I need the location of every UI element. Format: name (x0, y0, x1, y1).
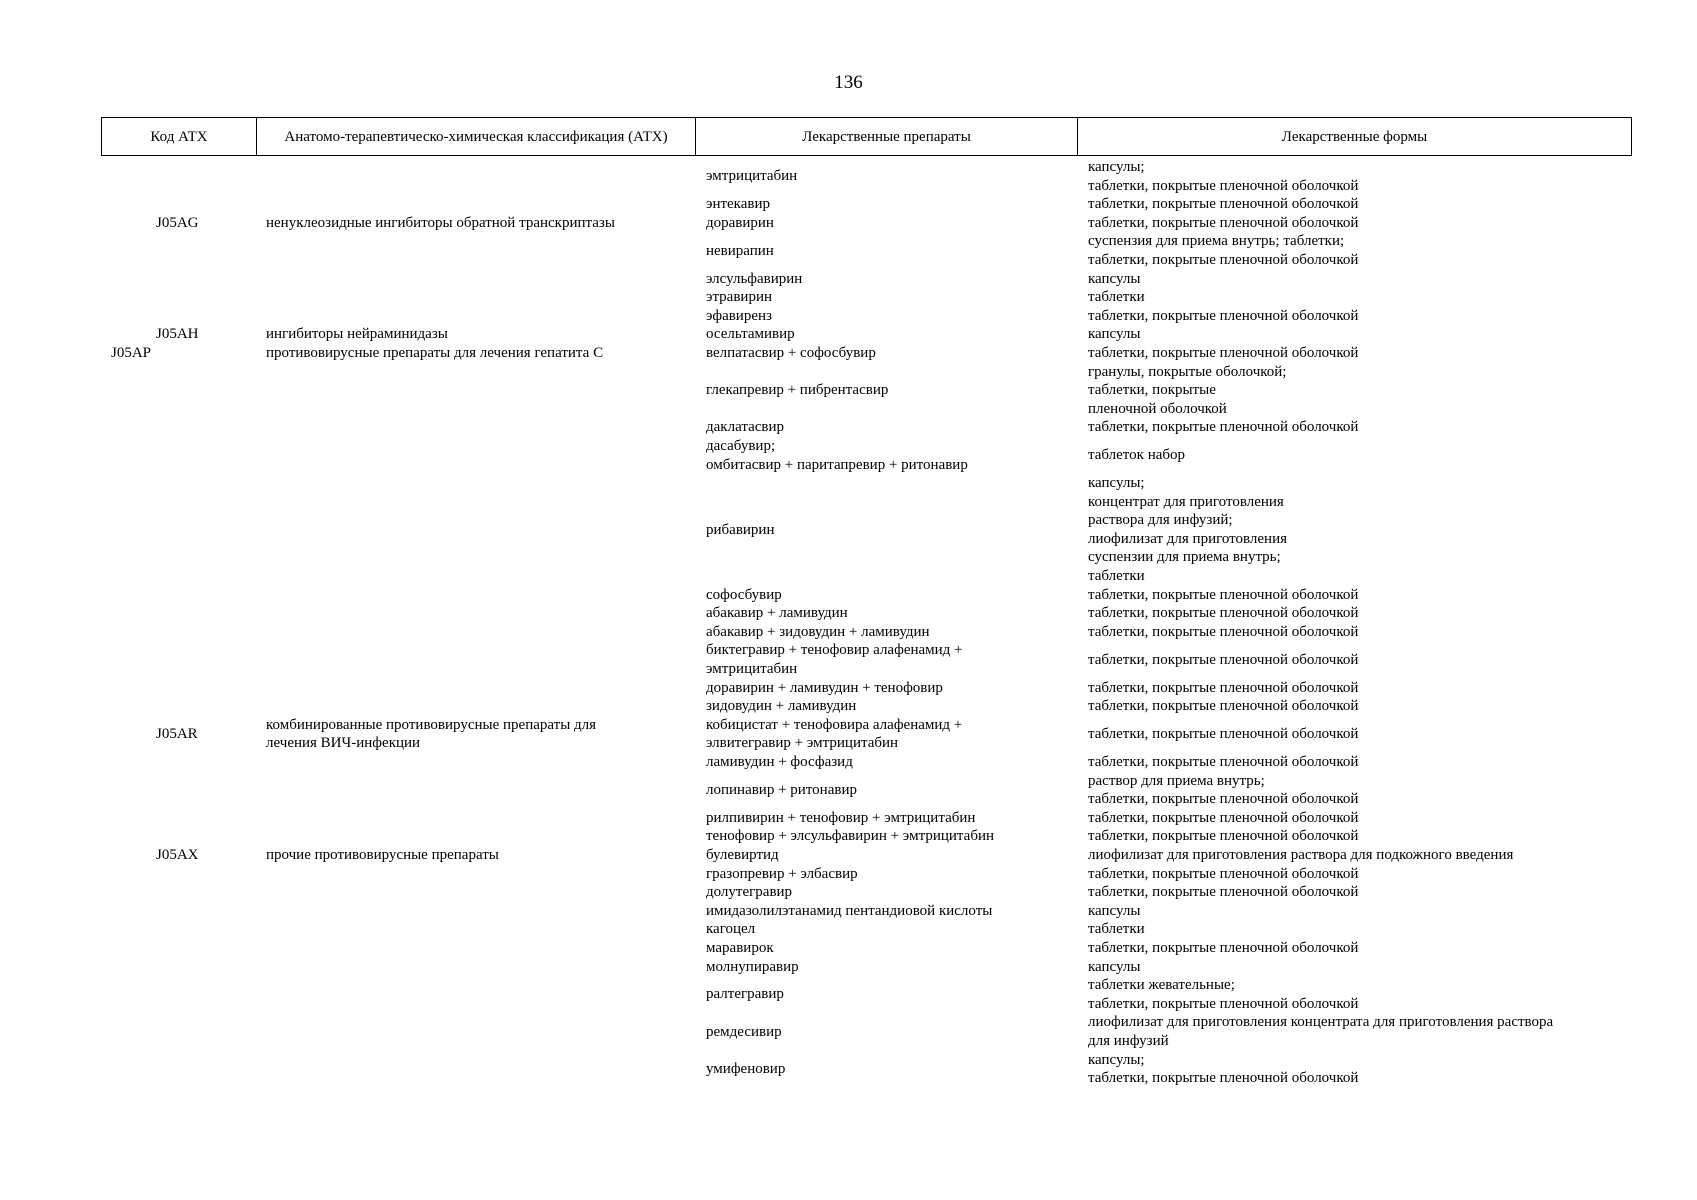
drug-name: глекапревир + пибрентасвир (706, 382, 889, 399)
atc-classification-text: прочие противовирусные препараты (266, 846, 499, 863)
atc-code: J05AG (156, 214, 199, 231)
atc-code: J05AX (156, 846, 199, 863)
atc-classification-cell (256, 214, 695, 233)
dosage-form-text: таблетки, покрытые пленочной оболочкой (1088, 791, 1359, 808)
drug-name: велпатасвир + софосбувир (706, 344, 876, 361)
drug-name: энтекавир (706, 196, 771, 213)
table-row (101, 344, 1632, 363)
dosage-form-text: пленочной оболочкой (1088, 400, 1227, 417)
drug-cell (695, 865, 1077, 884)
dosage-form-text: таблетки, покрытые пленочной оболочкой (1088, 939, 1359, 956)
dosage-form-cell (1077, 158, 1632, 195)
drug-cell (695, 846, 1077, 865)
drug-name: биктегравир + тенофовир алафенамид + (706, 642, 963, 659)
drug-cell (695, 214, 1077, 233)
table-row (101, 716, 1632, 753)
dosage-form-cell (1077, 307, 1632, 326)
dosage-form-cell (1077, 288, 1632, 307)
atc-code: J05AP (111, 344, 152, 361)
drug-cell (695, 697, 1077, 716)
drug-cell (695, 809, 1077, 828)
atc-classification-text: лечения ВИЧ-инфекции (266, 735, 421, 752)
drug-cell (695, 344, 1077, 363)
table-row (101, 846, 1632, 865)
dosage-form-cell (1077, 586, 1632, 605)
page-number: 136 (834, 72, 863, 93)
dosage-form-text: суспензия для приема внутрь; таблетки; (1088, 233, 1345, 250)
dosage-form-text: таблетки, покрытые пленочной оболочкой (1088, 828, 1359, 845)
atc-classification-cell (256, 846, 695, 865)
dosage-form-text: капсулы (1088, 958, 1141, 975)
drug-name: эмтрицитабин (706, 168, 798, 185)
dosage-form-text: таблетки, покрытые пленочной оболочкой (1088, 251, 1359, 268)
drug-name: зидовудин + ламивудин (706, 698, 857, 715)
drug-cell (695, 1060, 1077, 1079)
atc-classification-cell (256, 344, 695, 363)
dosage-form-text: суспензии для приема внутрь; (1088, 549, 1281, 566)
dosage-form-cell (1077, 753, 1632, 772)
drug-name: молнупиравир (706, 958, 799, 975)
drug-name: эмтрицитабин (706, 661, 798, 678)
table-row (101, 827, 1632, 846)
dosage-form-text: таблетки (1088, 289, 1145, 306)
dosage-form-cell (1077, 1051, 1632, 1088)
drug-name: ремдесивир (706, 1023, 782, 1040)
atc-classification-text: ингибиторы нейраминидазы (266, 326, 448, 343)
atc-code: J05AH (156, 326, 199, 343)
table-row (101, 288, 1632, 307)
table-header (101, 117, 1632, 156)
dosage-form-text: лиофилизат для приготовления (1088, 530, 1288, 547)
drug-name: даклатасвир (706, 419, 784, 436)
dosage-form-cell (1077, 883, 1632, 902)
table-row (101, 976, 1632, 1013)
drug-name: омбитасвир + паритапревир + ритонавир (706, 456, 968, 473)
drug-cell (695, 939, 1077, 958)
drug-name: элвитегравир + эмтрицитабин (706, 735, 899, 752)
dosage-form-cell (1077, 623, 1632, 642)
dosage-form-text: таблетки, покрытые пленочной оболочкой (1088, 419, 1359, 436)
dosage-form-text: таблетки, покрытые пленочной оболочкой (1088, 196, 1359, 213)
drug-name: долутегравир (706, 884, 793, 901)
drug-cell (695, 753, 1077, 772)
drug-name: ламивудин + фосфазид (706, 754, 853, 770)
dosage-form-cell (1077, 679, 1632, 698)
dosage-form-cell (1077, 418, 1632, 437)
table-row (101, 158, 1632, 195)
drug-cell (695, 195, 1077, 214)
drug-name: гразопревир + элбасвир (706, 865, 858, 882)
dosage-form-text: таблетки, покрытые пленочной оболочкой (1088, 754, 1359, 770)
drug-cell (695, 288, 1077, 307)
dosage-form-cell (1077, 939, 1632, 958)
dosage-form-text: таблетки, покрытые пленочной оболочкой (1088, 307, 1359, 324)
dosage-form-text: лиофилизат для приготовления концентрата для приготовления раствора (1088, 1014, 1554, 1031)
table-body (101, 158, 1632, 1088)
dosage-form-cell (1077, 604, 1632, 623)
drug-name: доравирин (706, 214, 774, 231)
drug-name: доравирин + ламивудин + тенофовир (706, 679, 943, 696)
dosage-form-text: таблетки, покрытые пленочной оболочкой (1088, 605, 1359, 622)
dosage-form-cell (1077, 809, 1632, 828)
drug-name: кагоцел (706, 921, 756, 938)
table-row (101, 586, 1632, 605)
atc-classification-cell (256, 716, 695, 753)
drug-cell (695, 716, 1077, 753)
table-row (101, 214, 1632, 233)
table-row (101, 325, 1632, 344)
drug-cell (695, 827, 1077, 846)
dosage-form-cell (1077, 195, 1632, 214)
drug-name: маравирок (706, 939, 774, 956)
drug-name: лопинавир + ритонавир (706, 781, 857, 798)
drug-cell (695, 958, 1077, 977)
atc-code-cell (101, 325, 256, 344)
drug-name: булевиртид (706, 846, 779, 863)
dosage-form-text: концентрат для приготовления (1088, 493, 1284, 510)
dosage-form-text: раствора для инфузий; (1088, 512, 1233, 529)
dosage-form-text: таблетки, покрытые пленочной оболочкой (1088, 214, 1359, 231)
dosage-form-cell (1077, 446, 1632, 465)
atc-code-cell (101, 214, 256, 233)
dosage-form-cell (1077, 474, 1632, 586)
dosage-form-cell (1077, 1013, 1632, 1050)
dosage-form-cell (1077, 902, 1632, 921)
dosage-form-text: таблетки, покрытые пленочной оболочкой (1088, 809, 1359, 826)
dosage-form-cell (1077, 976, 1632, 1013)
table-row (101, 195, 1632, 214)
dosage-form-text: капсулы (1088, 270, 1141, 287)
dosage-form-text: капсулы (1088, 902, 1141, 919)
drug-name: эфавиренз (706, 307, 772, 324)
dosage-form-cell (1077, 827, 1632, 846)
dosage-form-text: раствор для приема внутрь; (1088, 772, 1265, 789)
drug-cell (695, 1023, 1077, 1042)
drug-cell (695, 418, 1077, 437)
drug-cell (695, 781, 1077, 800)
dosage-form-text: гранулы, покрытые оболочкой; (1088, 363, 1287, 380)
table-row (101, 623, 1632, 642)
drug-cell (695, 437, 1077, 474)
dosage-form-cell (1077, 344, 1632, 363)
dosage-form-text: капсулы (1088, 326, 1141, 343)
drug-cell (695, 167, 1077, 186)
dosage-form-text: для инфузий (1088, 1032, 1169, 1049)
dosage-form-text: капсулы; (1088, 1051, 1145, 1068)
dosage-form-text: таблетки, покрытые пленочной оболочкой (1088, 884, 1359, 901)
dosage-form-text: капсулы; (1088, 159, 1145, 175)
atc-code-cell (101, 344, 256, 363)
drug-cell (695, 325, 1077, 344)
drug-cell (695, 586, 1077, 605)
drug-cell (695, 242, 1077, 261)
drug-name: дасабувир; (706, 437, 776, 454)
dosage-form-cell (1077, 363, 1632, 419)
header-row (102, 118, 1632, 156)
drug-cell (695, 270, 1077, 289)
table-row (101, 437, 1632, 474)
atc-classification-text: ненуклеозидные ингибиторы обратной транскриптазы (266, 214, 615, 231)
dosage-form-text: таблетки, покрытые пленочной оболочкой (1088, 698, 1359, 715)
atc-code: J05AR (156, 726, 198, 743)
table-row (101, 753, 1632, 772)
drug-name: умифеновир (706, 1060, 786, 1077)
dosage-form-text: таблетки (1088, 568, 1145, 585)
dosage-form-cell (1077, 920, 1632, 939)
dosage-form-cell (1077, 725, 1632, 744)
dosage-form-cell (1077, 232, 1632, 269)
drug-cell (695, 920, 1077, 939)
drug-name: невирапин (706, 242, 774, 259)
dosage-form-text: таблетки жевательные; (1088, 977, 1235, 994)
drug-name: этравирин (706, 289, 772, 306)
table-row (101, 865, 1632, 884)
dosage-form-cell (1077, 325, 1632, 344)
dosage-form-text: таблетки, покрытые пленочной оболочкой (1088, 344, 1359, 361)
drug-cell (695, 307, 1077, 326)
drug-cell (695, 604, 1077, 623)
dosage-form-text: капсулы; (1088, 475, 1145, 492)
drug-name: кобицистат + тенофовира алафенамид + (706, 716, 963, 733)
dosage-form-cell (1077, 865, 1632, 884)
drug-cell (695, 641, 1077, 678)
table-row (101, 939, 1632, 958)
atc-code-cell (101, 725, 256, 744)
table-row (101, 920, 1632, 939)
atc-classification-text: комбинированные противовирусные препараты для (266, 716, 597, 733)
drug-cell (695, 679, 1077, 698)
table-row (101, 772, 1632, 809)
table-row (101, 363, 1632, 419)
drug-name: абакавир + ламивудин (706, 605, 848, 622)
dosage-form-cell (1077, 846, 1632, 865)
dosage-form-text: таблетки, покрытые пленочной оболочкой (1088, 623, 1359, 640)
table-row (101, 270, 1632, 289)
table-row (101, 232, 1632, 269)
drug-name: ралтегравир (706, 986, 784, 1003)
dosage-form-cell (1077, 270, 1632, 289)
drug-cell (695, 381, 1077, 400)
table-row (101, 679, 1632, 698)
table-row (101, 1051, 1632, 1088)
table-row (101, 809, 1632, 828)
drug-cell (695, 883, 1077, 902)
drug-cell (695, 985, 1077, 1004)
drug-cell (695, 902, 1077, 921)
table-row (101, 474, 1632, 586)
table-row (101, 697, 1632, 716)
dosage-form-text: таблетки, покрытые пленочной оболочкой (1088, 995, 1359, 1012)
table-row (101, 902, 1632, 921)
atc-classification-text: противовирусные препараты для лечения гепатита C (266, 344, 604, 361)
header-dosage-forms: Лекарственные формы (1078, 118, 1632, 156)
drug-name: рибавирин (706, 521, 775, 538)
drug-cell (695, 623, 1077, 642)
table-row (101, 958, 1632, 977)
dosage-form-cell (1077, 958, 1632, 977)
drug-name: рилпивирин + тенофовир + эмтрицитабин (706, 809, 976, 826)
dosage-form-text: лиофилизат для приготовления раствора для подкожного введения (1088, 846, 1514, 863)
atc-code-cell (101, 846, 256, 865)
drug-name: абакавир + зидовудин + ламивудин (706, 623, 930, 640)
table-row (101, 883, 1632, 902)
dosage-form-text: таблетки, покрытые пленочной оболочкой (1088, 679, 1359, 696)
atc-classification-cell (256, 325, 695, 344)
drug-cell (695, 521, 1077, 540)
dosage-form-text: таблетки (1088, 921, 1145, 938)
header-atc-classification: Анатомо-терапевтическо-химическая классификация (АТХ) (257, 118, 696, 156)
table-row (101, 1013, 1632, 1050)
drug-name: тенофовир + элсульфавирин + эмтрицитабин (706, 828, 995, 845)
dosage-form-text: таблетки, покрытые пленочной оболочкой (1088, 1070, 1359, 1087)
dosage-form-cell (1077, 214, 1632, 233)
dosage-form-cell (1077, 651, 1632, 670)
dosage-form-text: таблетки, покрытые (1088, 382, 1216, 399)
drug-name: софосбувир (706, 586, 782, 603)
dosage-form-text: таблетки, покрытые пленочной оболочкой (1088, 726, 1359, 743)
dosage-form-cell (1077, 697, 1632, 716)
table-row (101, 604, 1632, 623)
table-row (101, 418, 1632, 437)
table-row (101, 307, 1632, 326)
dosage-form-text: таблетки, покрытые пленочной оболочкой (1088, 865, 1359, 882)
header-drugs: Лекарственные препараты (696, 118, 1078, 156)
drug-name: осельтамивир (706, 326, 795, 343)
dosage-form-text: таблетки, покрытые пленочной оболочкой (1088, 586, 1359, 603)
dosage-form-text: таблетки, покрытые пленочной оболочкой (1088, 651, 1359, 668)
drug-name: имидазолилэтанамид пентандиовой кислоты (706, 902, 993, 919)
dosage-form-text: таблетки, покрытые пленочной оболочкой (1088, 177, 1359, 194)
drug-name: элсульфавирин (706, 270, 803, 287)
dosage-form-cell (1077, 772, 1632, 809)
header-atc-code: Код АТХ (102, 118, 257, 156)
table-row (101, 641, 1632, 678)
dosage-form-text: таблеток набор (1088, 447, 1186, 464)
